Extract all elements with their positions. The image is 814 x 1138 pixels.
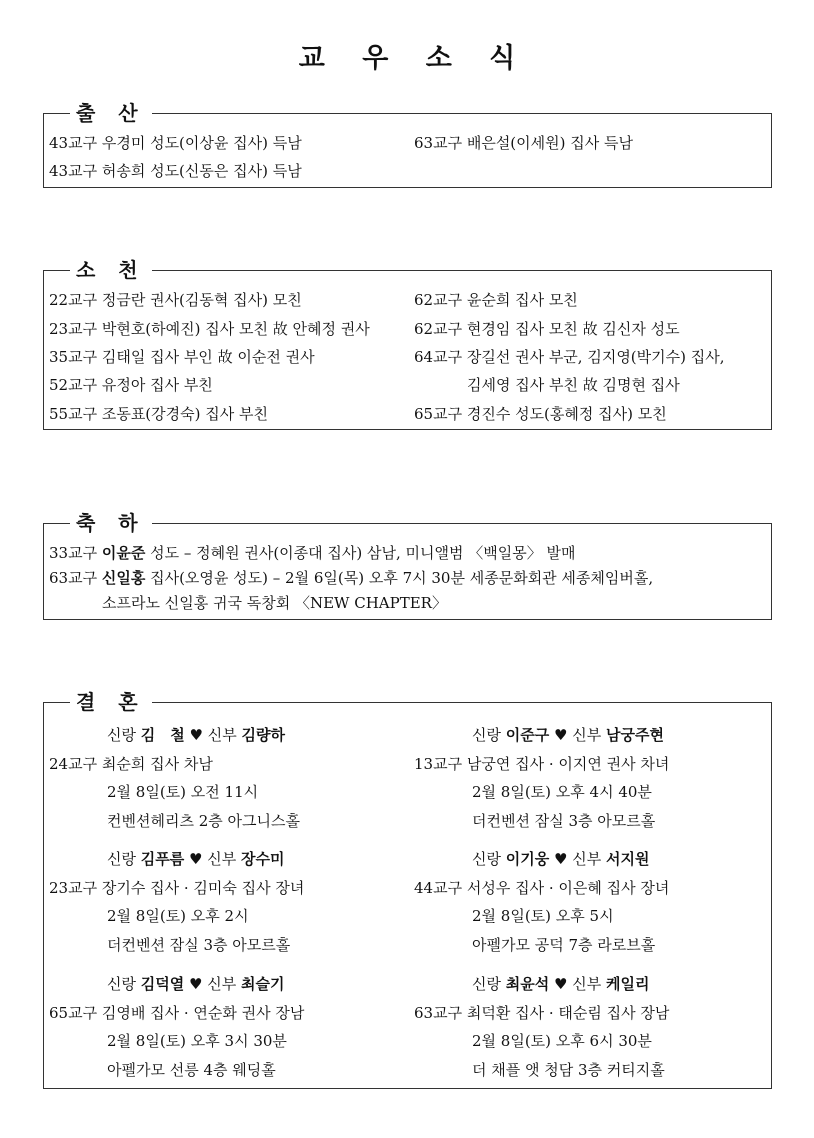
wedding-couple <box>107 725 285 745</box>
groom-label: 신랑 <box>472 975 501 993</box>
congrats-heading: 축 하 <box>70 510 152 536</box>
wedding-family <box>414 1003 669 1023</box>
wedding-venue: 더 채플 앳 청담 3층 커티지홀 <box>472 1060 665 1079</box>
bride-label: 신부 <box>207 975 237 993</box>
death-section <box>43 258 772 430</box>
wedding-date: 2월 8일(토) 오후 5시 <box>472 907 614 925</box>
parents: 장기수 집사 · 김미숙 집사 장녀 <box>101 878 305 897</box>
groom-name: 이준구 <box>505 726 550 744</box>
congrats-item-cont: 소프라노 신일홍 귀국 독창회 〈NEW CHAPTER〉 <box>102 594 447 612</box>
groom-name: 김 철 <box>140 726 185 744</box>
death-item: 22교구 정금란 권사(김동혁 집사) 모친 <box>49 291 302 309</box>
wedding-family <box>49 1003 304 1023</box>
wedding-date-line <box>472 782 652 802</box>
wedding-venue-line <box>107 811 300 831</box>
wedding-date-line <box>107 906 249 926</box>
wedding-date: 2월 8일(토) 오후 4시 40분 <box>472 783 652 801</box>
wedding-venue-line <box>472 935 655 955</box>
bride-name: 김량하 <box>241 726 286 744</box>
wedding-section <box>43 690 772 1089</box>
wedding-family <box>414 878 669 898</box>
congrats-item: 33교구 이윤준 성도 – 정혜원 권사(이종대 집사) 삼남, 미니앨범 〈백일몽〉 발매 <box>49 544 576 562</box>
death-item: 35교구 김태일 집사 부인 故 이순전 권사 <box>49 348 315 366</box>
wedding-venue-line <box>107 935 290 955</box>
wedding-date: 2월 8일(토) 오전 11시 <box>107 783 259 801</box>
bride-name: 케일리 <box>606 975 650 993</box>
bride-label: 신부 <box>207 726 237 744</box>
heart-icon: ♥ <box>189 850 203 868</box>
parish: 24교구 <box>49 754 98 773</box>
groom-name: 최윤석 <box>505 975 550 993</box>
heart-icon: ♥ <box>189 975 203 993</box>
groom-name: 이기웅 <box>505 850 550 868</box>
groom-label: 신랑 <box>107 850 136 868</box>
wedding-couple <box>107 974 285 994</box>
groom-label: 신랑 <box>472 726 501 744</box>
death-item: 64교구 장길선 권사 부군, 김지영(박기수) 집사, <box>414 348 725 366</box>
wedding-date-line <box>107 782 258 802</box>
birth-item: 43교구 허송희 성도(신동은 집사) 득남 <box>49 162 302 180</box>
heart-icon: ♥ <box>554 975 568 993</box>
heart-icon: ♥ <box>554 850 568 868</box>
parents: 서성우 집사 · 이은혜 집사 장녀 <box>466 878 670 897</box>
parish: 65교구 <box>49 1003 98 1022</box>
bride-name: 장수미 <box>241 850 285 868</box>
parish: 63교구 <box>414 1003 463 1022</box>
wedding-date-line <box>472 1031 652 1051</box>
bride-label: 신부 <box>572 975 602 993</box>
death-item: 52교구 유정아 집사 부친 <box>49 376 213 394</box>
parents: 남궁연 집사 · 이지연 권사 차녀 <box>466 754 670 773</box>
congrats-section <box>43 511 772 620</box>
death-item: 김세영 집사 부친 故 김명현 집사 <box>467 376 680 394</box>
bride-label: 신부 <box>572 850 602 868</box>
groom-name: 김덕열 <box>140 975 185 993</box>
bride-name: 남궁주현 <box>606 726 664 744</box>
death-item: 55교구 조동표(강경숙) 집사 부친 <box>49 405 268 423</box>
wedding-date: 2월 8일(토) 오후 2시 <box>107 907 249 925</box>
bride-name: 서지원 <box>606 850 650 868</box>
wedding-venue-line <box>107 1060 276 1080</box>
parish: 13교구 <box>414 754 463 773</box>
death-item: 62교구 윤순희 집사 모친 <box>414 291 578 309</box>
birth-item: 63교구 배은설(이세원) 집사 득남 <box>414 134 633 152</box>
wedding-couple <box>472 849 650 869</box>
wedding-date-line <box>107 1031 287 1051</box>
bride-label: 신부 <box>207 850 237 868</box>
parish: 44교구 <box>414 878 463 897</box>
heart-icon: ♥ <box>189 726 203 744</box>
wedding-couple <box>472 725 664 745</box>
wedding-venue-line <box>472 811 655 831</box>
death-item: 23교구 박현호(하예진) 집사 모친 故 안혜정 권사 <box>49 320 370 338</box>
parents: 최덕환 집사 · 태순림 집사 장남 <box>466 1003 670 1022</box>
groom-label: 신랑 <box>472 850 501 868</box>
parents: 김영배 집사 · 연순화 권사 장남 <box>101 1003 305 1022</box>
parents: 최순희 집사 차남 <box>101 754 213 773</box>
wedding-venue: 아펠가모 공덕 7층 라로브홀 <box>472 935 656 954</box>
wedding-family <box>414 754 669 774</box>
wedding-family <box>49 878 304 898</box>
wedding-family <box>49 754 213 774</box>
bride-name: 최슬기 <box>241 975 285 993</box>
groom-name: 김푸름 <box>140 850 185 868</box>
wedding-venue: 더컨벤션 잠실 3층 아모르홀 <box>107 935 291 954</box>
congrats-item: 63교구 신일홍 집사(오영윤 성도) – 2월 6일(목) 오후 7시 30분 세종문화회관 세종체임버홀, <box>49 569 654 587</box>
groom-label: 신랑 <box>107 726 136 744</box>
birth-heading: 출 산 <box>70 100 152 126</box>
wedding-date: 2월 8일(토) 오후 3시 30분 <box>107 1032 287 1050</box>
groom-label: 신랑 <box>107 975 136 993</box>
wedding-venue: 컨벤션헤리츠 2층 아그니스홀 <box>107 811 300 830</box>
death-heading: 소 천 <box>70 257 152 283</box>
wedding-date-line <box>472 906 614 926</box>
wedding-heading: 결 혼 <box>70 689 152 715</box>
birth-section <box>43 101 772 188</box>
wedding-venue-line <box>472 1060 665 1080</box>
death-item: 65교구 경진수 성도(홍혜정 집사) 모친 <box>414 405 667 423</box>
birth-item: 43교구 우경미 성도(이상윤 집사) 득남 <box>49 134 302 152</box>
parish: 23교구 <box>49 878 98 897</box>
death-item: 62교구 현경임 집사 모친 故 김신자 성도 <box>414 320 680 338</box>
wedding-venue: 더컨벤션 잠실 3층 아모르홀 <box>472 811 656 830</box>
wedding-venue: 아펠가모 선릉 4층 웨딩홀 <box>107 1060 276 1079</box>
page-title: 교 우 소 식 <box>298 43 530 74</box>
heart-icon: ♥ <box>554 726 568 744</box>
wedding-couple <box>107 849 285 869</box>
wedding-couple <box>472 974 650 994</box>
wedding-date: 2월 8일(토) 오후 6시 30분 <box>472 1032 652 1050</box>
bride-label: 신부 <box>572 726 602 744</box>
